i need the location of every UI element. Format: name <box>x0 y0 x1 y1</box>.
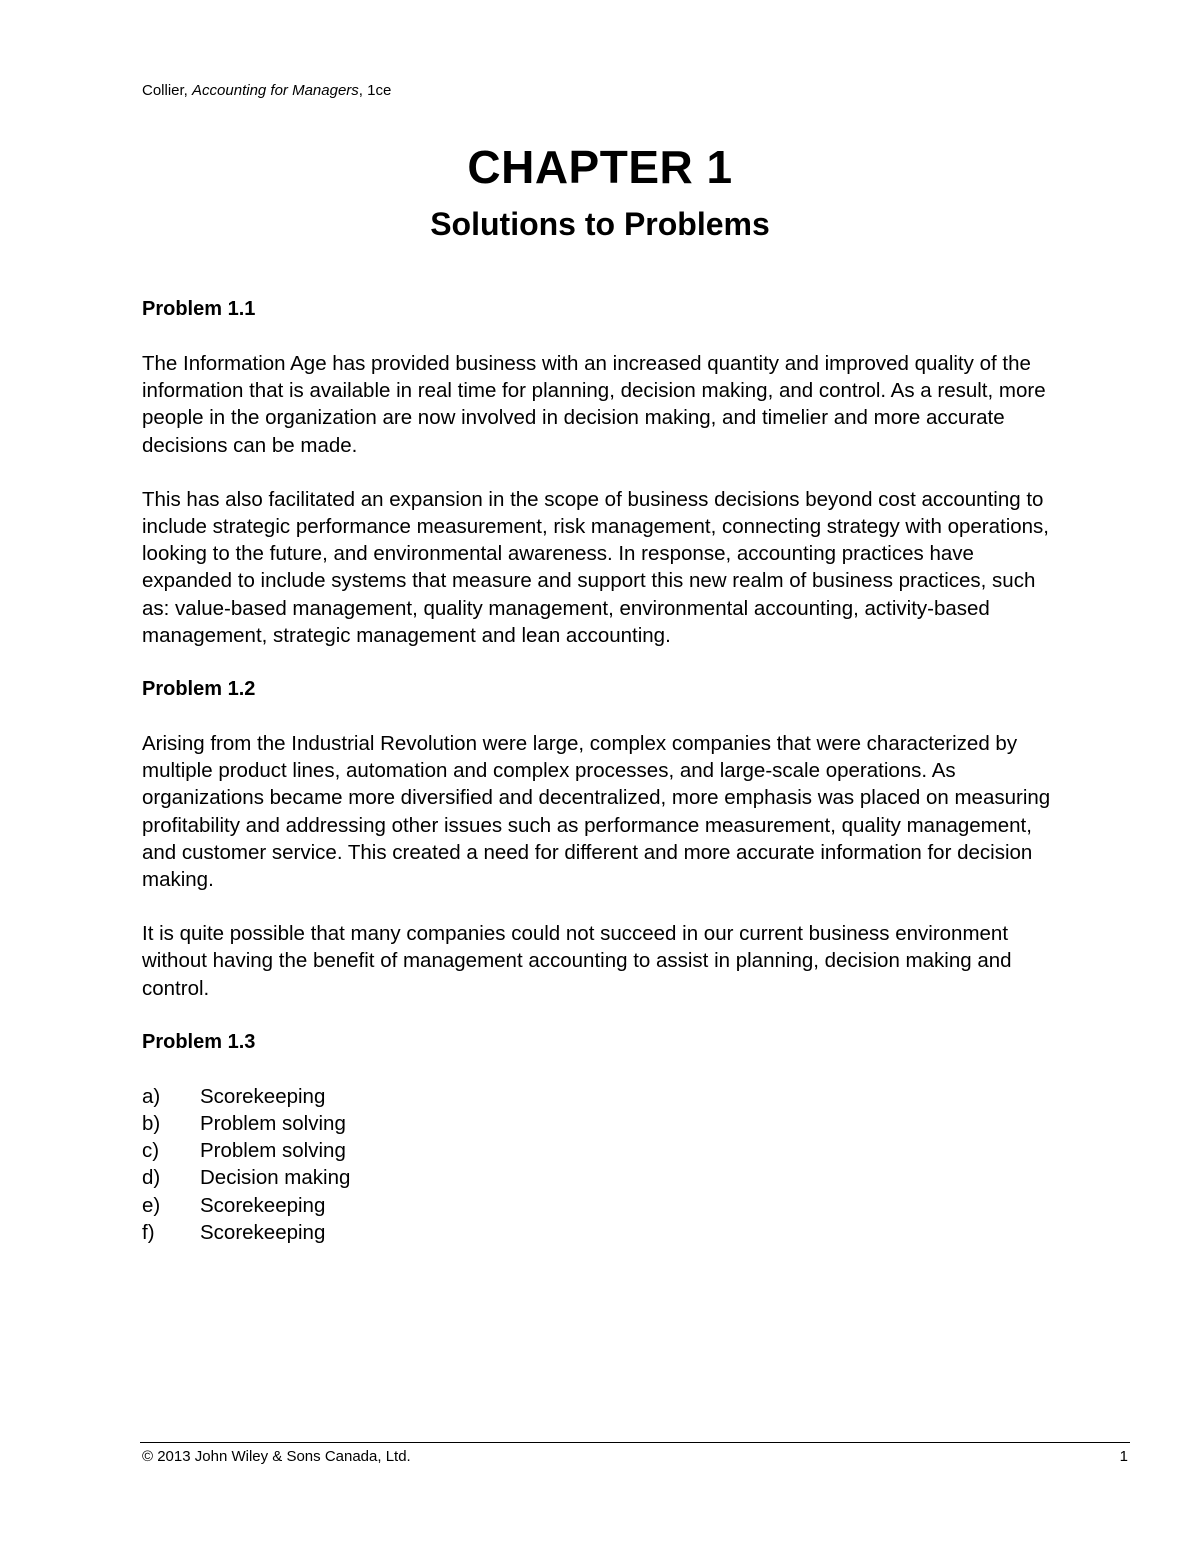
answer-letter: f) <box>142 1220 155 1244</box>
problem-1-2 <box>142 676 1062 1002</box>
answer-letter: d) <box>142 1166 161 1190</box>
header-edition: , 1ce <box>358 82 392 99</box>
list-item <box>142 1192 1062 1219</box>
answer-text: Problem solving <box>200 1112 346 1136</box>
document-body <box>142 296 1062 1246</box>
answer-letter: e) <box>142 1193 161 1217</box>
footer-divider <box>140 1442 1130 1443</box>
header-author: Collier, <box>142 82 193 99</box>
list-item <box>142 1164 1062 1191</box>
answer-letter: c) <box>142 1139 160 1163</box>
paragraph: Arising from the Industrial Revolution were large, complex companies that were characterized by multiple product lines, automation and complex processes, and large-scale operations. As organizations became more diversified and decentralized, more emphasis was placed on measuring profitability and addressing other issues such as performance measurement, quality management, and customer service. This created a need for different and more accurate information for decision making. <box>142 732 1051 892</box>
answer-text: Scorekeeping <box>200 1220 326 1244</box>
answer-text: Problem solving <box>200 1139 346 1163</box>
list-item <box>142 1110 1062 1137</box>
list-item <box>142 1083 1062 1110</box>
answer-text: Decision making <box>200 1166 351 1190</box>
answer-letter: b) <box>142 1112 161 1136</box>
page-number: 1 <box>1119 1448 1128 1465</box>
paragraph: It is quite possible that many companies could not succeed in our current business environment without having the benefit of management accounting to assist in planning, decision making and control. <box>142 922 1012 1000</box>
problem-heading: Problem 1.3 <box>142 1030 256 1053</box>
list-item <box>142 1137 1062 1164</box>
chapter-title: CHAPTER 1 <box>467 141 733 193</box>
footer-copyright: © 2013 John Wiley & Sons Canada, Ltd. <box>142 1448 411 1465</box>
paragraph: This has also facilitated an expansion in the scope of business decisions beyond cost accounting to include strategic performance measurement, risk management, connecting strategy with operations, looking to the future, and environmental awareness. In response, accounting practices have expanded to include systems that measure and support this new realm of business practices, such as: value-based management, quality management, environmental accounting, activity-based management, strategic management and lean accounting. <box>142 487 1050 647</box>
problem-heading: Problem 1.2 <box>142 678 256 701</box>
problem-1-3 <box>142 1029 1062 1246</box>
header-book-title: Accounting for Managers <box>192 82 359 99</box>
problem-heading: Problem 1.1 <box>142 298 256 320</box>
running-header <box>142 82 391 100</box>
paragraph: The Information Age has provided business with an increased quantity and improved quality of the information that is available in real time for planning, decision making, and control. As a result, more people in the organization are now involved in decision making, and timelier and more accurate decisions can be made. <box>142 352 1046 457</box>
answer-list <box>142 1083 1062 1246</box>
chapter-subtitle: Solutions to Problems <box>430 206 770 242</box>
problem-1-1 <box>142 296 1062 649</box>
answer-text: Scorekeeping <box>200 1193 326 1217</box>
answer-letter: a) <box>142 1084 161 1108</box>
list-item <box>142 1219 1062 1246</box>
answer-text: Scorekeeping <box>200 1084 326 1108</box>
